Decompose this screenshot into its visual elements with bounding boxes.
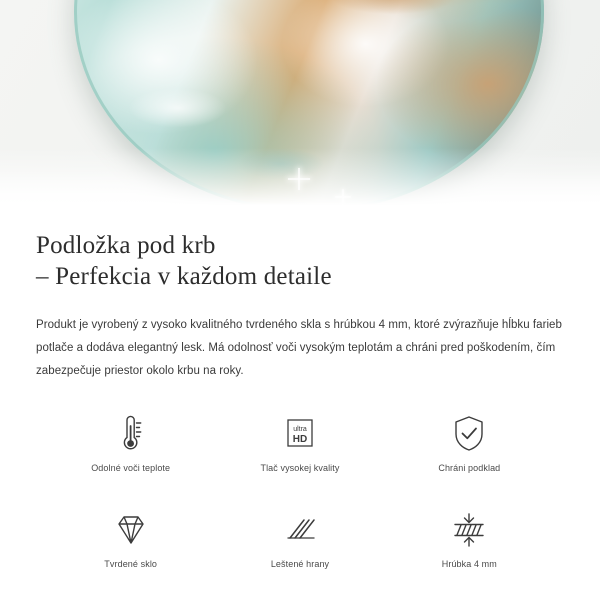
product-description: Produkt je vyrobený z vysoko kvalitného tvrdeného skla s hrúbkou 4 mm, ktoré zvýrazňuje hĺbku farieb potlače a dodáva elegantný lesk. Má odolnosť voči vysokým teplotám a chráni pred poškodením, čím zabezpečuje priestor okolo krbu na roky.	[36, 319, 562, 377]
polished-edges-icon	[278, 507, 322, 553]
ultra-hd-icon	[278, 411, 322, 457]
feature-label: Chráni podklad	[438, 463, 501, 473]
hd-badge-bottom: HD	[292, 434, 308, 445]
headline-line-1: Podložka pod krb	[36, 232, 216, 259]
feature-item-polished-edges	[215, 507, 384, 589]
hero-image	[0, 0, 600, 218]
feature-label: Leštené hrany	[270, 559, 330, 569]
feature-label: Tvrdené sklo	[104, 559, 158, 569]
feature-grid	[36, 411, 564, 589]
feature-item-tempered-glass	[46, 507, 215, 589]
feature-label: Hrúbka 4 mm	[441, 559, 497, 569]
feature-item-print-quality	[215, 411, 384, 493]
feature-label: Odolné voči teplote	[91, 463, 171, 473]
shield-check-icon	[449, 411, 489, 457]
feature-label: Tlač vysokej kvality	[260, 463, 340, 473]
ultra-badge-top: ultra	[293, 426, 307, 433]
thermometer-icon	[111, 411, 151, 457]
thickness-icon	[446, 507, 492, 553]
page-title	[36, 230, 564, 292]
hero-fade-overlay	[0, 148, 600, 218]
headline-line-2: – Perfekcia v každom detaile	[36, 263, 332, 290]
diamond-icon	[108, 507, 154, 553]
feature-item-surface-protection	[385, 411, 554, 493]
content-section	[0, 230, 600, 589]
feature-item-thickness	[385, 507, 554, 589]
feature-item-temperature	[46, 411, 215, 493]
